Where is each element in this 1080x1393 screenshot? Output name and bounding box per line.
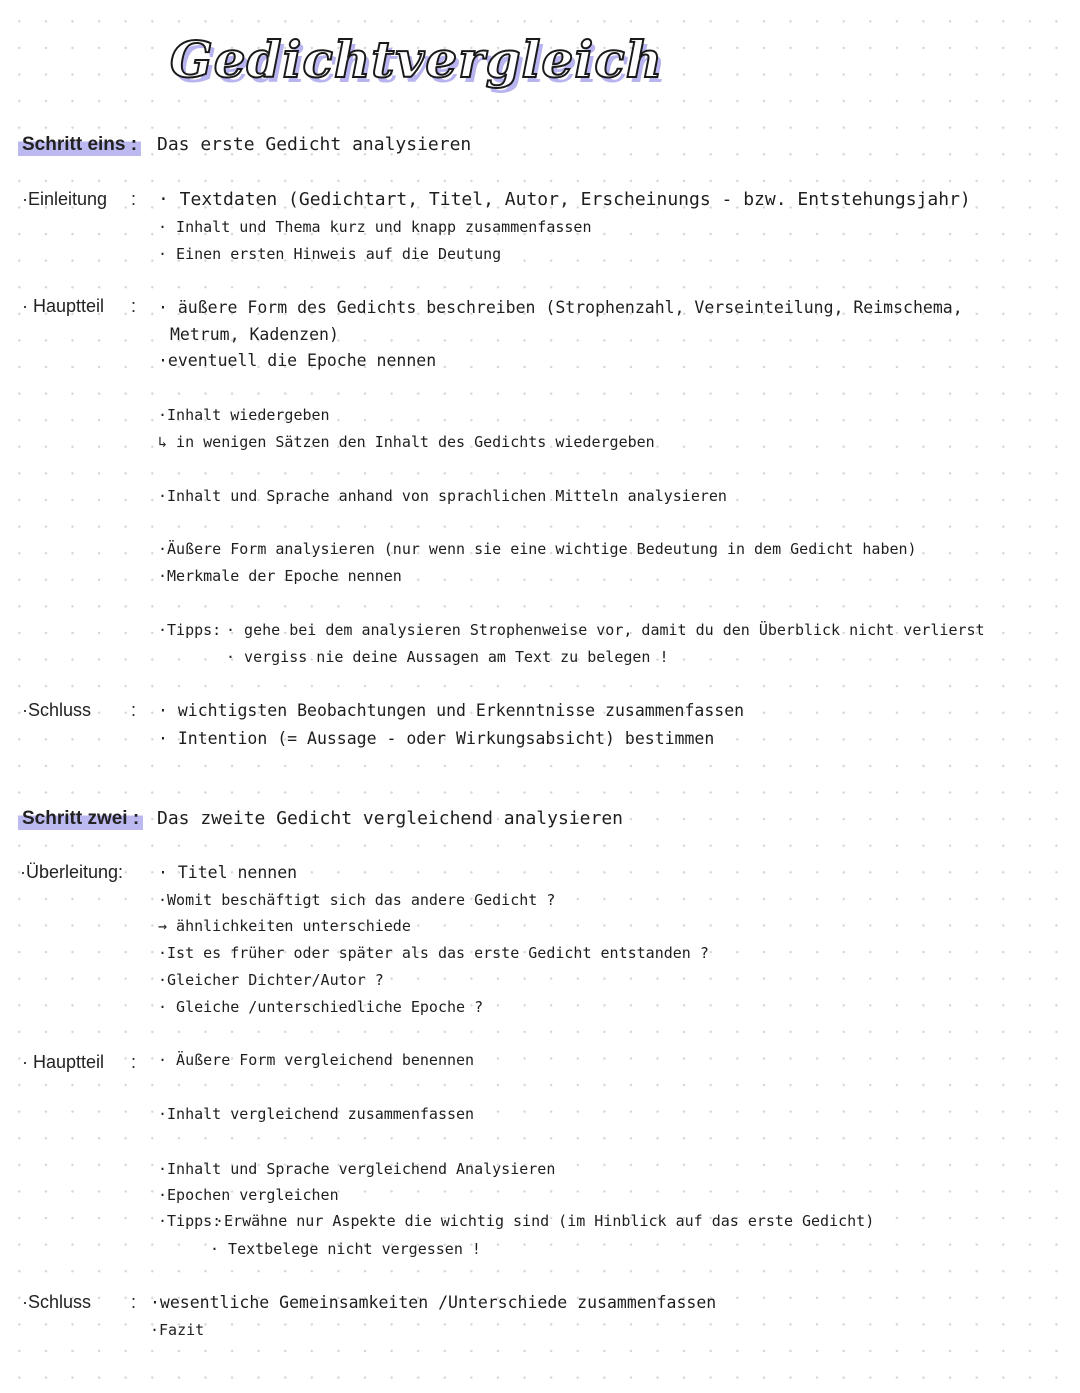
ueberleitung-line: · Titel nennen (158, 863, 298, 882)
schluss-two-line: ·wesentliche Gemeinsamkeiten /Unterschiede zusammenfassen (150, 1293, 717, 1312)
ueberleitung-line: ·Ist es früher oder später als das erste Gedicht entstanden ? (158, 944, 709, 962)
tipps-line: · vergiss nie deine Aussagen am Text zu belegen ! (226, 648, 669, 666)
ueberleitung-line: → ähnlichkeiten unterschiede (158, 917, 411, 935)
step-two-heading: Das zweite Gedicht vergleichend analysieren (157, 808, 623, 829)
hauptteil-form-line: ·eventuell die Epoche nennen (158, 351, 437, 370)
hauptteil-aeussere-line: ·Merkmale der Epoche nennen (158, 567, 402, 585)
schluss-two-label: ·Schluss (22, 1292, 92, 1312)
hauptteil-aeussere-line: ·Äußere Form analysieren (nur wenn sie eine wichtige Bedeutung in dem Gedicht haben) (158, 540, 917, 558)
hauptteil-two-sprache: ·Inhalt und Sprache vergleichend Analysieren (158, 1160, 556, 1178)
einleitung-line: · Einen ersten Hinweis auf die Deutung (158, 245, 502, 263)
hauptteil-two-colon: : (131, 1052, 137, 1072)
schluss-two-colon: : (131, 1292, 137, 1312)
hauptteil-two-label: · Hauptteil (22, 1052, 105, 1072)
einleitung-colon: : (131, 189, 137, 209)
hauptteil-inhalt-line: ·Inhalt wiedergeben (158, 406, 330, 424)
tipps-two-label: ·Tipps: (158, 1212, 222, 1230)
schluss-line: · wichtigsten Beobachtungen und Erkenntnisse zusammenfassen (158, 701, 745, 720)
tipps-two-line: ·Erwähne nur Aspekte die wichtig sind (im Hinblick auf das erste Gedicht) (215, 1212, 875, 1230)
hauptteil-label: · Hauptteil (22, 296, 105, 316)
hauptteil-two-sprache: ·Epochen vergleichen (158, 1186, 339, 1204)
einleitung-label: ·Einleitung (22, 189, 108, 209)
tipps-two-line: · Textbelege nicht vergessen ! (210, 1240, 481, 1258)
schluss-colon: : (131, 700, 137, 720)
ueberleitung-line: ·Womit beschäftigt sich das andere Gedicht ? (158, 891, 556, 909)
einleitung-line: · Inhalt und Thema kurz und knapp zusammenfassen (158, 218, 592, 236)
schluss-line: · Intention (= Aussage - oder Wirkungsabsicht) bestimmen (158, 729, 715, 748)
hauptteil-form-line: Metrum, Kadenzen) (170, 325, 339, 344)
einleitung-line: · Textdaten (Gedichtart, Titel, Autor, Erscheinungs - bzw. Entstehungsjahr) (158, 189, 971, 210)
hauptteil-inhalt-line: ↳ in wenigen Sätzen den Inhalt des Gedichts wiedergeben (158, 433, 655, 451)
hauptteil-colon: : (131, 296, 137, 316)
page-title: Gedichtvergleich (170, 30, 664, 89)
hauptteil-sprache-line: ·Inhalt und Sprache anhand von sprachlichen Mitteln analysieren (158, 487, 727, 505)
tipps-line: · gehe bei dem analysieren Strophenweise vor, damit du den Überblick nicht verlierst (226, 621, 985, 639)
hauptteil-two-inhalt: ·Inhalt vergleichend zusammenfassen (158, 1105, 475, 1123)
schluss-label: ·Schluss (22, 700, 92, 720)
ueberleitung-line: ·Gleicher Dichter/Autor ? (158, 971, 384, 989)
tipps-label: ·Tipps: (158, 621, 222, 639)
hauptteil-form-line: · äußere Form des Gedichts beschreiben (Strophenzahl, Verseinteilung, Reimschema, (158, 298, 963, 317)
ueberleitung-line: · Gleiche /unterschiedliche Epoche ? (158, 998, 484, 1016)
hauptteil-two-form: · Äußere Form vergleichend benennen (158, 1051, 475, 1069)
step-one-label: Schritt eins : (18, 133, 141, 158)
step-two-label: Schritt zwei : (18, 807, 143, 832)
schluss-two-line: ·Fazit (150, 1321, 205, 1339)
ueberleitung-label: ·Überleitung: (20, 862, 124, 882)
step-one-heading: Das erste Gedicht analysieren (157, 134, 472, 155)
